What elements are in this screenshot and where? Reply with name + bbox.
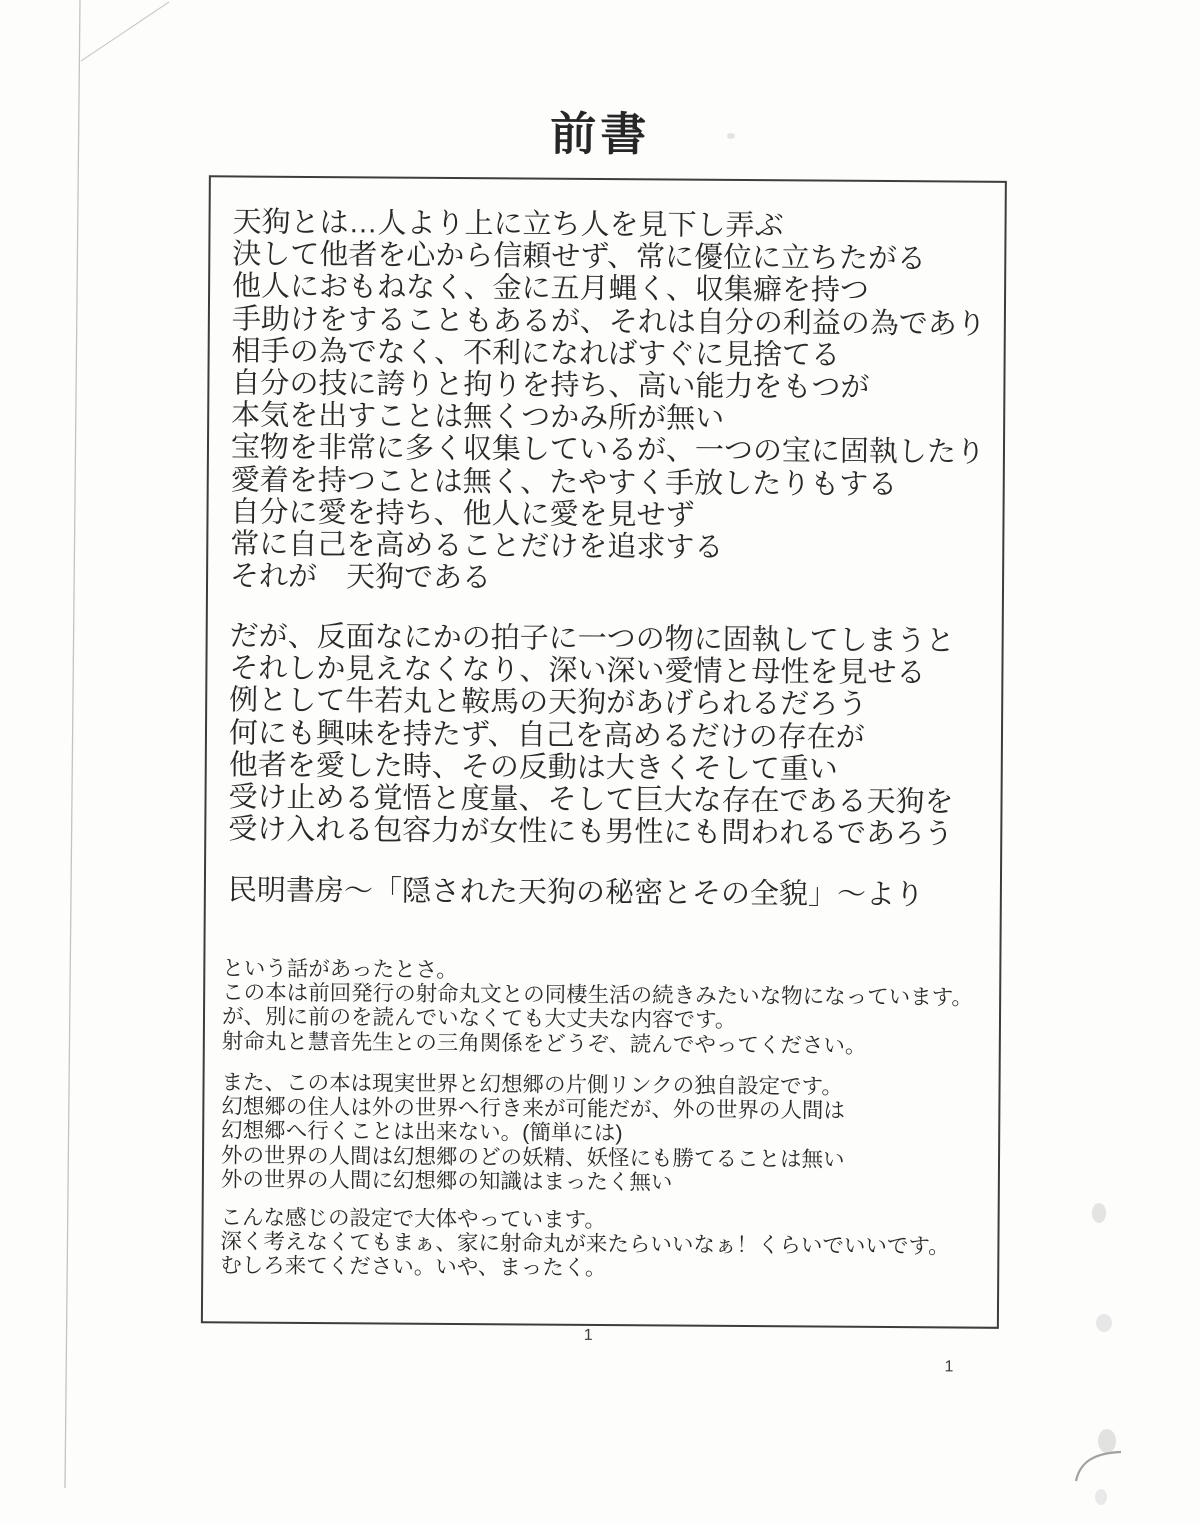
text-line: が、別に前のを読んでいなくても大丈夫な内容です。	[221, 1004, 737, 1033]
text-line: 幻想郷の住人は外の世界へ行き来が可能だが、外の世界の人間は	[221, 1094, 845, 1123]
text-line: それしか見えなくなり、深い深い愛情と母性を見せる	[229, 652, 926, 690]
tengu-affection-paragraph	[228, 620, 955, 850]
closing-paragraph	[220, 1205, 950, 1283]
text-line: それが 天狗である	[229, 560, 492, 595]
text-line: 常に自己を高めることだけを追求する	[230, 528, 724, 564]
text-line: 深く考えなくてもまぁ、家に射命丸が来たらいいなぁ！くらいでいいです。	[220, 1229, 950, 1259]
text-line: 自分の技に誇りと拘りを持ち、高い能力をもつが	[231, 367, 870, 404]
text-line: 手助けをすることもあるが、それは自分の利益の為であり	[231, 303, 986, 341]
text-line: この本は前回発行の射命丸文との同棲生活の続きみたいな物になっています。	[222, 980, 974, 1010]
text-line: 愛着を持つことは無く、たやすく手放したりもする	[230, 464, 898, 501]
text-line: 宝物を非常に多く収集しているが、一つの宝に固執したり	[230, 431, 986, 470]
text-line: 受け入れる包容力が女性にも男性にも問われるであろう	[228, 813, 954, 851]
tengu-definition-paragraph	[230, 206, 987, 598]
page-title: 前書	[550, 107, 651, 161]
text-line: 自分に愛を持ち、他人に愛を見せず	[230, 496, 695, 532]
text-line: 本気を出すことは無くつかみ所が無い	[231, 399, 725, 436]
text-line: 他人におもねなく、金に五月蝿く、収集癖を持つ	[231, 270, 870, 308]
page-number-corner: 1	[944, 1358, 954, 1376]
text-line: 射命丸と慧音先生との三角関係をどうぞ、読んでやってください。	[221, 1028, 867, 1058]
text-line: 外の世界の人間は幻想郷のどの妖精、妖怪にも勝てることは無い	[220, 1142, 845, 1172]
text-line: また、この本は現実世界と幻想郷の片側リンクの独自設定です。	[221, 1070, 843, 1099]
text-line: という話があったとさ。	[222, 956, 458, 983]
page-number-inner: 1	[583, 1326, 593, 1344]
text-line: こんな感じの設定で大体やっています。	[220, 1205, 606, 1233]
text-line: 何にも興味を持たず、自己を高めるだけの存在が	[228, 717, 865, 754]
text-line: 外の世界の人間に幻想郷の知識はまったく無い	[220, 1167, 673, 1195]
text-line: 受け止める覚悟と度量、そして巨大な存在である天狗を	[228, 781, 954, 819]
afterword-intro-paragraph	[222, 956, 973, 1058]
text-line: 例として牛若丸と鞍馬の天狗があげられるだろう	[229, 684, 868, 722]
citation-line: 民明書房～「隠された天狗の秘密とその全貌」～より	[227, 874, 925, 912]
preface-box	[201, 175, 1007, 1329]
text-line: だが、反面なにかの拍子に一つの物に固執してしまうと	[229, 620, 955, 658]
text-line: 決して他者を心から信頼せず、常に優位に立ちたがる	[232, 238, 927, 276]
text-line: 他者を愛した時、その反動は大きくそして重い	[228, 749, 838, 786]
setting-notes-paragraph	[221, 1070, 845, 1195]
text-line: 天狗とは…人より上に立ち人を見下し弄ぶ	[232, 206, 784, 243]
text-line: 幻想郷へ行くことは出来ない。(簡単には)	[221, 1118, 623, 1146]
text-line: 相手の為でなく、不利になればすぐに見捨てる	[231, 335, 841, 372]
text-line: むしろ来てください。いや、まったく。	[220, 1253, 607, 1281]
